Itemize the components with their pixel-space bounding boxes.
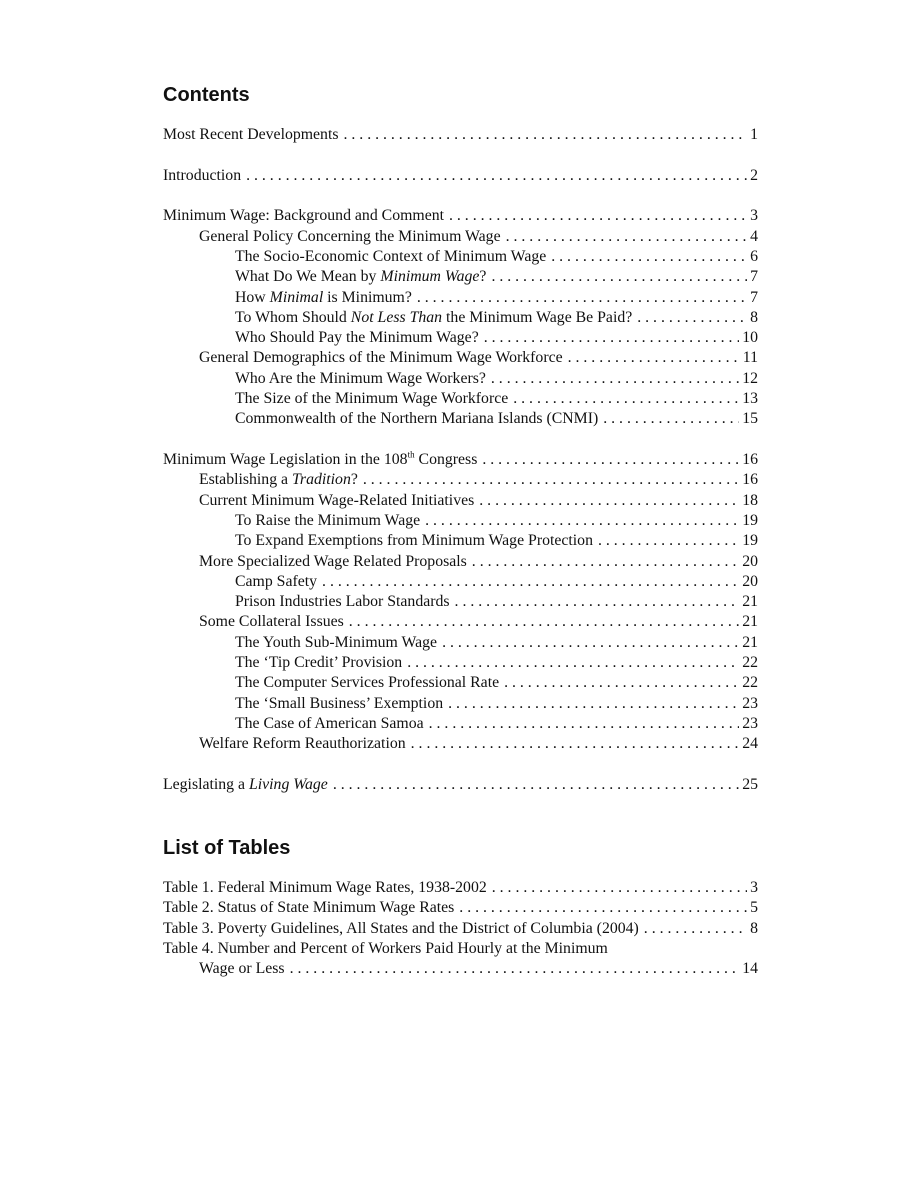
- toc-entry[interactable]: [163, 511, 758, 531]
- toc-entry[interactable]: [163, 491, 758, 511]
- table-entry[interactable]: [163, 878, 758, 898]
- text-run: Most Recent Developments: [163, 126, 339, 143]
- page-number: 18: [742, 491, 758, 509]
- dot-leader: [504, 673, 739, 693]
- italic-text: Minimum Wage: [380, 268, 480, 286]
- page-number: 8: [750, 919, 758, 937]
- page-number: 21: [742, 593, 758, 611]
- italic-text: Minimal: [269, 288, 324, 306]
- toc-entry[interactable]: [163, 450, 758, 470]
- page-number: 7: [750, 288, 758, 306]
- toc-entry[interactable]: [163, 714, 758, 734]
- page-number: 16: [742, 451, 758, 469]
- toc-entry-title: [235, 267, 486, 287]
- dot-leader: [506, 227, 748, 247]
- text-run: How: [235, 288, 270, 306]
- toc-entry[interactable]: [163, 694, 758, 714]
- dot-leader: [411, 734, 740, 754]
- toc-entry-title: [235, 328, 479, 348]
- toc-entry[interactable]: [163, 247, 758, 267]
- dot-leader: [246, 166, 747, 186]
- toc-section: [163, 166, 758, 186]
- toc-entry[interactable]: [163, 653, 758, 673]
- toc-entry-title: [163, 166, 241, 186]
- dot-leader: [429, 714, 740, 734]
- page-number: 20: [742, 572, 758, 590]
- page-number: 22: [742, 654, 758, 671]
- toc-entry-title: [235, 572, 317, 592]
- page-number: 7: [750, 268, 758, 286]
- dot-leader: [333, 775, 739, 795]
- page-number: 23: [742, 714, 758, 732]
- text-run: Commonwealth of the Northern Mariana Islands (CNMI): [235, 410, 599, 428]
- dot-leader: [598, 531, 739, 551]
- text-run: Table 1. Federal Minimum Wage Rates, 1938-2002: [163, 879, 487, 897]
- dot-leader: [442, 633, 739, 653]
- text-run: More Specialized Wage Related Proposals: [199, 552, 467, 570]
- text-run: General Policy Concerning the Minimum Wage: [199, 227, 501, 245]
- page-number: 11: [742, 349, 758, 367]
- page-number: 3: [750, 207, 758, 225]
- toc-entry[interactable]: [163, 531, 758, 551]
- text-run: is Minimum?: [323, 288, 412, 306]
- toc-entry[interactable]: [163, 470, 758, 490]
- page-number: 20: [742, 552, 758, 570]
- superscript: th: [407, 449, 415, 460]
- dot-leader: [492, 878, 747, 898]
- dot-leader: [344, 125, 748, 145]
- toc-entry[interactable]: [163, 166, 758, 186]
- text-run: The Socio-Economic Context of Minimum Wage: [235, 247, 547, 265]
- toc-entry[interactable]: [163, 348, 758, 368]
- text-run: The ‘Tip Credit’ Provision: [235, 654, 403, 671]
- toc-section: [163, 125, 758, 145]
- toc-entry-title: [235, 511, 420, 531]
- dot-leader: [322, 572, 739, 592]
- toc-entry-title: [163, 919, 639, 939]
- dot-leader: [491, 267, 747, 287]
- dot-leader: [407, 653, 739, 673]
- toc-section: [163, 206, 758, 429]
- text-run: Minimum Wage Legislation in the 108: [163, 451, 408, 469]
- contents-heading: Contents: [163, 84, 250, 106]
- toc-entry-title: [235, 308, 632, 328]
- text-run: Introduction: [163, 166, 242, 184]
- text-run: Minimum Wage: Background and Comment: [163, 207, 444, 225]
- text-run: The Computer Services Professional Rate: [235, 674, 500, 692]
- page-number: 6: [750, 247, 758, 265]
- text-run: Camp Safety: [235, 572, 318, 590]
- dot-leader: [363, 470, 739, 490]
- text-run: Table 2. Status of State Minimum Wage Rates: [163, 899, 455, 917]
- page-number: 15: [742, 410, 758, 428]
- toc-entry-title: [235, 694, 443, 714]
- dot-leader: [491, 369, 739, 389]
- toc-entry[interactable]: [163, 206, 758, 226]
- list-of-tables-heading: List of Tables: [163, 837, 291, 860]
- text-run: Welfare Reform Reauthorization: [199, 735, 406, 753]
- text-run: What Do We Mean by: [235, 268, 381, 286]
- dot-leader: [637, 308, 747, 328]
- page-number: 13: [742, 390, 758, 408]
- dot-leader: [449, 206, 747, 226]
- toc-entry[interactable]: [163, 409, 758, 429]
- toc-entry-title: [199, 612, 344, 632]
- dot-leader: [459, 898, 747, 918]
- dot-leader: [513, 389, 739, 409]
- page-number: 3: [750, 879, 758, 897]
- toc-entry-title: [163, 450, 477, 470]
- toc-entry[interactable]: [163, 389, 758, 409]
- dot-leader: [551, 247, 747, 267]
- toc-entry-title: [163, 878, 487, 898]
- page-number: 25: [742, 775, 758, 793]
- page-number: 19: [742, 511, 758, 529]
- toc-entry-title: [199, 348, 563, 368]
- text-run: Who Are the Minimum Wage Workers?: [235, 369, 486, 387]
- text-run: ?: [479, 268, 487, 286]
- text-run: Some Collateral Issues: [199, 613, 344, 631]
- toc-entry-title: [235, 531, 593, 551]
- text-run: The ‘Small Business’ Exemption: [235, 694, 444, 712]
- toc-entry[interactable]: [163, 552, 758, 572]
- page-number: 4: [750, 227, 758, 245]
- toc-entry-title: [235, 369, 486, 389]
- toc-entry[interactable]: [163, 369, 758, 389]
- contents-list: [163, 125, 758, 795]
- toc-entry[interactable]: [163, 673, 758, 693]
- italic-text: Not Less Than: [350, 308, 443, 326]
- toc-entry-title: [235, 389, 508, 409]
- page-number: 2: [750, 166, 758, 184]
- dot-leader: [482, 450, 739, 470]
- italic-text: Living Wage: [248, 775, 328, 793]
- dot-leader: [479, 491, 739, 511]
- dot-leader: [425, 511, 739, 531]
- toc-entry-title: [199, 470, 358, 490]
- toc-entry-title: [199, 491, 474, 511]
- toc-entry[interactable]: [163, 612, 758, 632]
- toc-entry-title: [235, 592, 450, 612]
- toc-entry[interactable]: [163, 227, 758, 247]
- dot-leader: [455, 592, 740, 612]
- toc-entry-title: [235, 673, 499, 693]
- toc-entry[interactable]: [163, 328, 758, 348]
- toc-entry[interactable]: [163, 267, 758, 287]
- toc-entry-title: [199, 552, 467, 572]
- text-run: The Size of the Minimum Wage Workforce: [235, 390, 509, 408]
- toc-entry-title: [199, 959, 285, 979]
- table-entry[interactable]: [163, 919, 758, 939]
- page-number: 23: [742, 694, 758, 712]
- text-run: Table 3. Poverty Guidelines, All States and the District of Columbia (2004): [163, 919, 639, 937]
- page-number: 14: [742, 960, 758, 978]
- text-run: General Demographics of the Minimum Wage Workforce: [199, 349, 563, 367]
- text-run: Prison Industries Labor Standards: [235, 593, 450, 611]
- dot-leader: [568, 348, 740, 368]
- toc-entry[interactable]: [163, 308, 758, 328]
- toc-entry-title: [163, 775, 328, 795]
- text-run: Current Minimum Wage-Related Initiatives: [199, 491, 475, 509]
- page-number: 16: [742, 471, 758, 489]
- dot-leader: [644, 919, 747, 939]
- toc-entry[interactable]: [163, 572, 758, 592]
- toc-entry-title: [235, 247, 546, 267]
- text-run: ?: [350, 471, 358, 489]
- toc-entry[interactable]: [163, 288, 758, 308]
- dot-leader: [349, 612, 739, 632]
- toc-entry[interactable]: [163, 633, 758, 653]
- page-number: 21: [742, 613, 758, 631]
- toc-entry[interactable]: [163, 125, 758, 145]
- text-run: To Expand Exemptions from Minimum Wage Protection: [235, 532, 593, 550]
- dot-leader: [472, 552, 739, 572]
- toc-entry[interactable]: [163, 734, 758, 754]
- tables-list: [163, 878, 758, 979]
- page-number: 5: [750, 899, 758, 917]
- dot-leader: [484, 328, 740, 348]
- toc-entry[interactable]: [163, 592, 758, 612]
- toc-entry-title: [199, 227, 501, 247]
- toc-entry-title: [163, 898, 454, 918]
- table-entry[interactable]: [163, 959, 758, 979]
- text-run: Legislating a: [163, 775, 249, 793]
- text-run: Establishing a: [199, 471, 293, 489]
- page-number: 19: [742, 532, 758, 550]
- toc-entry-title: [163, 125, 339, 145]
- toc-entry-title: [235, 714, 424, 734]
- text-run: The Case of American Samoa: [235, 714, 424, 732]
- toc-entry-title: [235, 409, 598, 429]
- toc-entry[interactable]: [163, 775, 758, 795]
- dot-leader: [290, 959, 740, 979]
- page-number: 21: [742, 633, 758, 651]
- page-number: 24: [742, 735, 758, 753]
- dot-leader: [448, 694, 739, 714]
- text-run: Wage or Less: [199, 960, 285, 978]
- text-run: the Minimum Wage Be Paid?: [442, 308, 633, 326]
- page-number: 8: [750, 308, 758, 326]
- page-number: 1: [750, 126, 758, 143]
- toc-entry-title: [199, 734, 406, 754]
- text-run: The Youth Sub-Minimum Wage: [235, 633, 438, 651]
- toc-section: [163, 775, 758, 795]
- table-entry-title[interactable]: Table 4. Number and Percent of Workers Paid Hourly at the Minimum: [163, 940, 608, 958]
- document-page: [163, 84, 758, 980]
- text-run: Congress: [414, 451, 478, 469]
- page-number: 12: [742, 369, 758, 387]
- text-run: Who Should Pay the Minimum Wage?: [235, 329, 479, 347]
- page-number: 22: [742, 674, 758, 692]
- text-run: To Raise the Minimum Wage: [235, 511, 421, 529]
- text-run: To Whom Should: [235, 308, 351, 326]
- dot-leader: [603, 409, 739, 429]
- dot-leader: [417, 288, 747, 308]
- toc-section: [163, 450, 758, 754]
- table-entry[interactable]: [163, 898, 758, 918]
- toc-entry-title: [235, 633, 437, 653]
- toc-entry-title: [163, 206, 444, 226]
- toc-entry-title: [235, 288, 412, 308]
- toc-entry-title: [235, 653, 402, 673]
- italic-text: Tradition: [292, 471, 351, 489]
- page-number: 10: [742, 329, 758, 347]
